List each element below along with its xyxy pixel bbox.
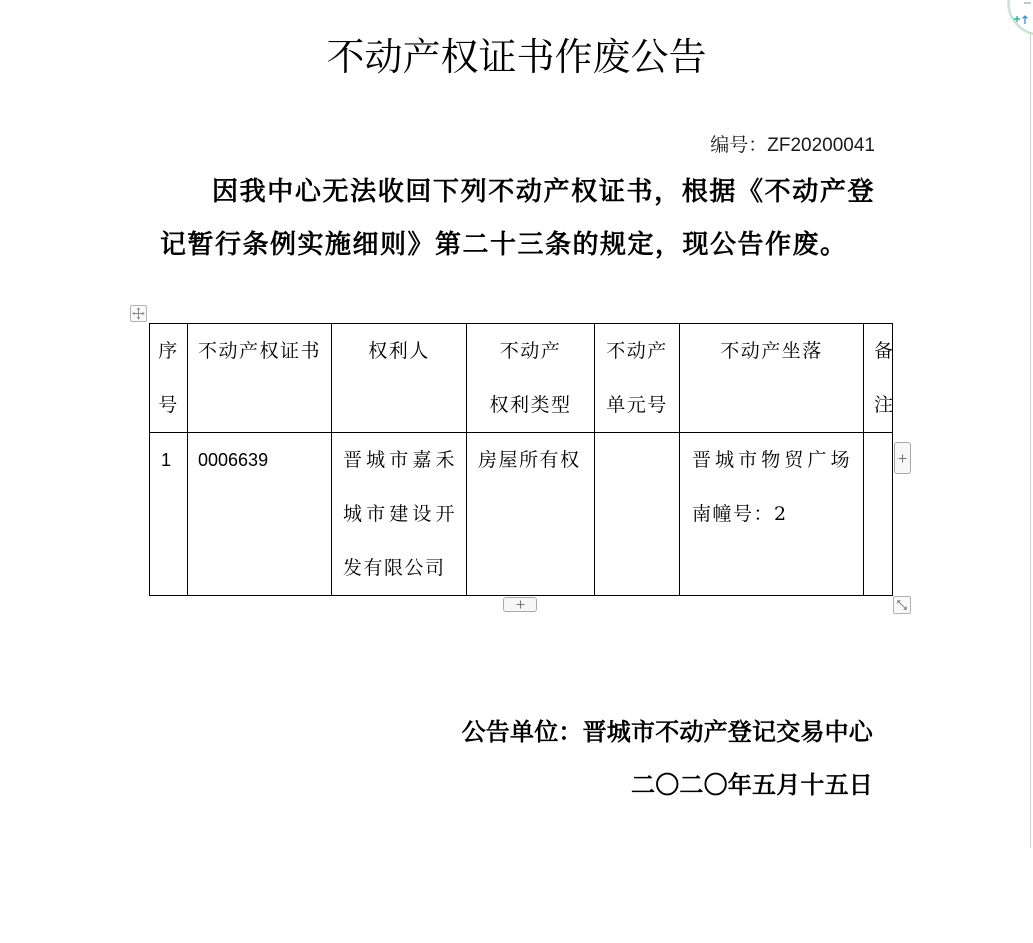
document-number-value: ZF20200041 [767,135,875,156]
plus-icon [516,600,525,609]
add-row-button[interactable] [503,597,537,612]
document-number [710,132,875,160]
issuer-line: 公告单位：晋城市不动产登记交易中心 [461,717,873,746]
header-label-line: 序 [158,340,179,362]
header-label-line: 不动产 [606,340,668,362]
header-cell-holder[interactable] [332,324,467,433]
table-header-row [150,324,893,433]
page-right-edge [1030,0,1031,848]
cell-right-type[interactable]: 房屋所有权 [467,433,595,596]
cell-location[interactable]: 晋城市物贸广场南幢号：2 [680,433,864,596]
header-label-line: 权利类型 [489,394,572,416]
header-cell-unit-no[interactable] [595,324,680,433]
header-label-line: 不动产权证书 [197,340,321,362]
voided-certificates-table [149,323,893,596]
floating-assistant-widget[interactable] [1004,0,1033,36]
header-cell-right-type[interactable] [467,324,595,433]
document-number-label: 编号： [710,135,768,156]
header-label-line: 权利人 [368,340,430,362]
header-label-line: 单元号 [606,394,668,416]
header-label-line: 注 [874,394,895,416]
plus-icon [898,454,907,463]
header-cell-seq[interactable] [150,324,188,433]
cell-remark[interactable] [864,433,893,596]
cell-seq[interactable]: 1 [150,433,188,596]
header-label-line: 不动产坐落 [720,340,823,362]
cell-cert-no[interactable]: 0006639 [188,433,332,596]
header-cell-location[interactable] [680,324,864,433]
header-label-line: 不动产 [499,340,562,362]
cell-holder[interactable]: 晋城市嘉禾城市建设开发有限公司 [332,433,467,596]
table-row [150,433,893,596]
notice-date: 二〇二〇年五月十五日 [631,770,873,799]
document-title: 不动产权证书作废公告 [326,35,707,79]
resize-icon [896,599,908,611]
notice-body-paragraph: 因我中心无法收回下列不动产权证书，根据《不动产登记暂行条例实施细则》第二十三条的规定，现公告作废。 [160,177,875,260]
header-cell-remark[interactable] [864,324,893,433]
cell-unit-no[interactable] [595,433,680,596]
table-resize-handle[interactable] [893,596,911,614]
header-label-line: 号 [158,394,179,416]
move-icon [132,307,145,320]
header-cell-cert-no[interactable] [188,324,332,433]
header-label-line: 备 [874,340,895,362]
add-column-button[interactable] [894,442,911,474]
table-move-handle[interactable] [130,305,147,322]
